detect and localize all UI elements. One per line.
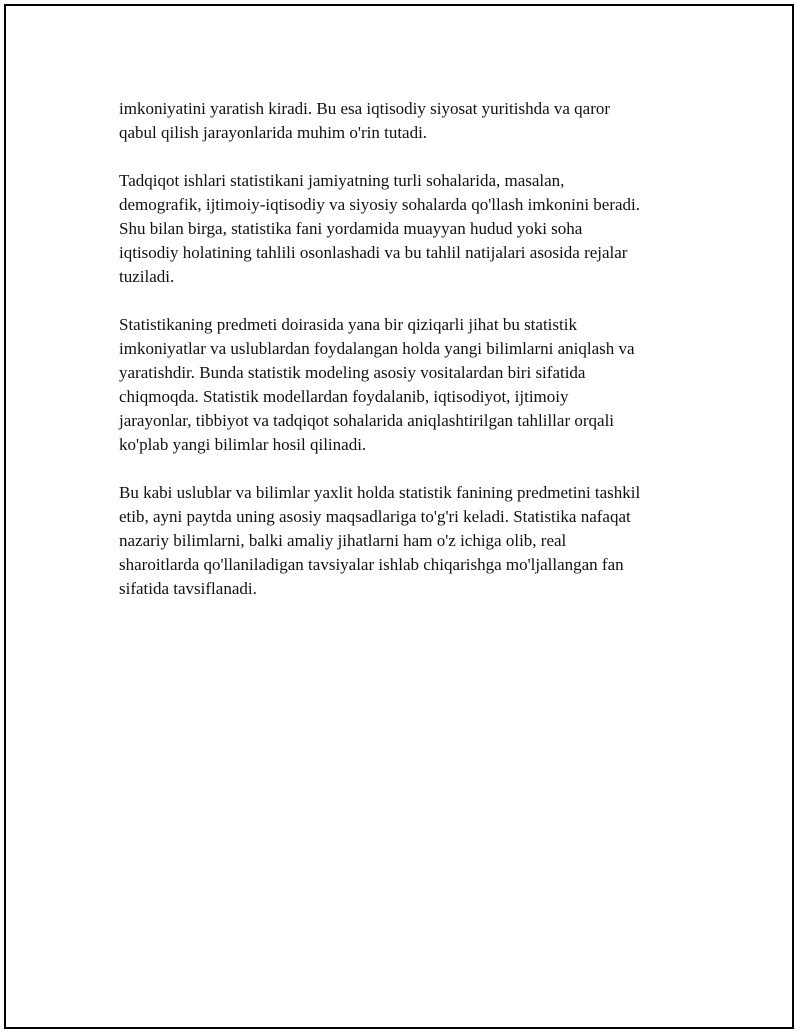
paragraph-3: [119, 313, 699, 457]
paragraph-line: imkoniyatini yaratish kiradi. Bu esa iqtisodiy siyosat yuritishda va qaror: [119, 99, 611, 118]
paragraph-4: [119, 481, 699, 601]
paragraph-2: [119, 169, 699, 289]
paragraph-1: [119, 97, 699, 145]
paragraph-line: yaratishdir. Bunda statistik modeling asosiy vositalardan biri sifatida: [119, 363, 586, 382]
page-frame: [4, 4, 794, 1029]
paragraph-line: Tadqiqot ishlari statistikani jamiyatning turli sohalarida, masalan,: [119, 171, 565, 190]
paragraph-line: jarayonlar, tibbiyot va tadqiqot sohalarida aniqlashtirilgan tahlillar orqali: [119, 411, 615, 430]
paragraph-line: qabul qilish jarayonlarida muhim o'rin tutadi.: [119, 123, 428, 142]
paragraph-line: sharoitlarda qo'llaniladigan tavsiyalar ishlab chiqarishga mo'ljallangan fan: [119, 555, 624, 574]
paragraph-line: tuziladi.: [119, 267, 175, 286]
paragraph-line: demografik, ijtimoiy-iqtisodiy va siyosiy sohalarda qo'llash imkonini beradi.: [119, 195, 641, 214]
paragraph-line: imkoniyatlar va uslublardan foydalangan holda yangi bilimlarni aniqlash va: [119, 339, 635, 358]
paragraph-line: ko'plab yangi bilimlar hosil qilinadi.: [119, 435, 367, 454]
paragraph-line: Statistikaning predmeti doirasida yana bir qiziqarli jihat bu statistik: [119, 315, 577, 334]
paragraph-line: nazariy bilimlarni, balki amaliy jihatlarni ham o'z ichiga olib, real: [119, 531, 567, 550]
paragraph-line: Bu kabi uslublar va bilimlar yaxlit holda statistik fanining predmetini tashkil: [119, 483, 641, 502]
paragraph-line: Shu bilan birga, statistika fani yordamida muayyan hudud yoki soha: [119, 219, 583, 238]
paragraph-line: etib, ayni paytda uning asosiy maqsadlariga to'g'ri keladi. Statistika nafaqat: [119, 507, 631, 526]
document-body: [119, 97, 699, 625]
paragraph-line: sifatida tavsiflanadi.: [119, 579, 257, 598]
paragraph-line: iqtisodiy holatining tahlili osonlashadi va bu tahlil natijalari asosida rejalar: [119, 243, 628, 262]
paragraph-line: chiqmoqda. Statistik modellardan foydalanib, iqtisodiyot, ijtimoiy: [119, 387, 569, 406]
